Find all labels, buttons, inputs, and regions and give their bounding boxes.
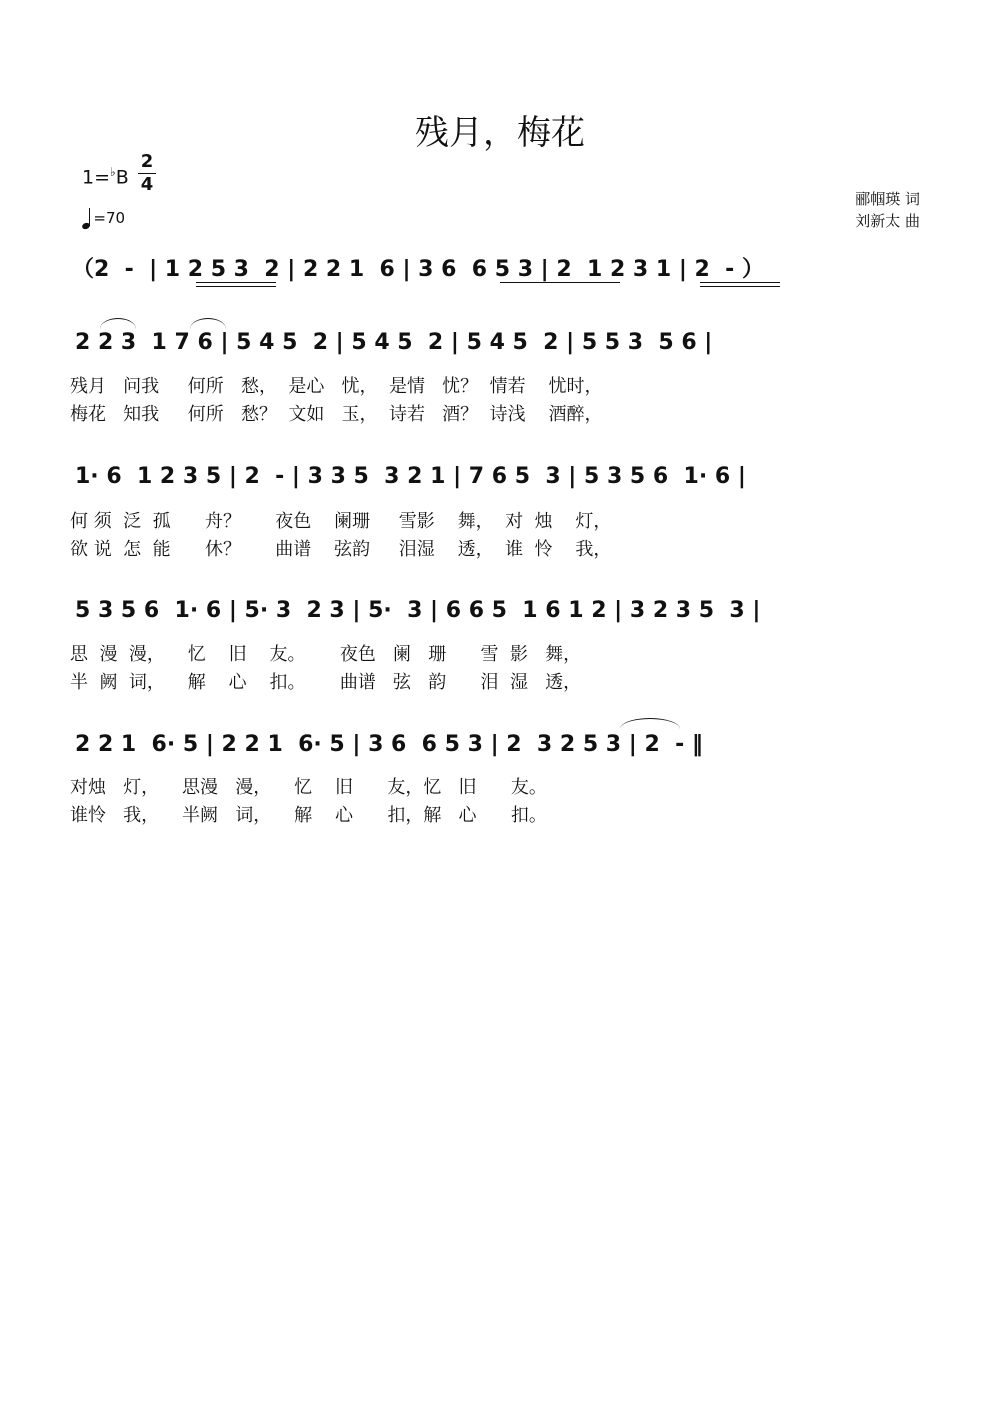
time-signature-top: 2 [140, 151, 154, 172]
lyrics-line-3-verse-1: 思 漫 漫， 忆 旧 友。 夜色 阑 珊 雪 影 舞， [70, 644, 582, 665]
lyrics-line-1-verse-2: 梅花 知我 何所 愁？ 文如 玉， 诗若 酒？ 诗浅 酒醉， [70, 404, 603, 425]
notes-line-3: 5 3 5 6 1· 6 | 5· 3 2 3 | 5· 3 | 6 6 5 1 6 1 2 | 3 2 3 5 3 | [75, 598, 761, 623]
key-signature [82, 165, 129, 188]
lyricist-credit: 郦帼瑛 词 [855, 190, 920, 208]
beam-line [196, 286, 276, 287]
beam-line [196, 282, 276, 283]
slur-mark [620, 718, 680, 729]
tempo-value: =70 [93, 209, 126, 227]
beam-line [700, 286, 780, 287]
beam-line [500, 282, 620, 283]
slur-mark [100, 318, 136, 329]
lyrics-line-3-verse-2: 半 阙 词， 解 心 扣。 曲谱 弦 韵 泪 湿 透， [70, 672, 582, 693]
time-signature [138, 152, 156, 195]
composer-credit: 刘新太 曲 [855, 212, 920, 230]
quarter-note-stem [89, 208, 90, 226]
notes-line-2: 1· 6 1 2 3 5 | 2 - | 3 3 5 3 2 1 | 7 6 5 3 | 5 3 5 6 1· 6 | [75, 464, 746, 489]
notes-line-4: 2 2 1 6· 5 | 2 2 1 6· 5 | 3 6 6 5 3 | 2 3 2 5 3 | 2 - ‖ [75, 732, 703, 757]
slur-mark [190, 318, 226, 329]
lyrics-line-1-verse-1: 残月 问我 何所 愁， 是心 忧， 是情 忧？ 情若 忧时， [70, 376, 603, 397]
notes-line-0: （2 - | 1 2 5 3 2 | 2 2 1 6 | 3 6 6 5 3 | 2 1 2 3 1 | 2 - ） [72, 257, 764, 282]
song-title: 残月，梅花 [415, 113, 585, 153]
flat-icon: ♭ [110, 165, 116, 179]
beam-line [700, 282, 780, 283]
key-note: B [115, 166, 129, 189]
lyrics-line-2-verse-1: 何 须 泛 孤 舟？ 夜色 阑珊 雪影 舞， 对 烛 灯， [70, 511, 612, 532]
lyrics-line-2-verse-2: 欲 说 怎 能 休？ 曲谱 弦韵 泪湿 透， 谁 怜 我， [70, 539, 612, 560]
key-prefix: 1= [82, 166, 111, 189]
time-signature-bottom: 4 [140, 174, 154, 195]
tempo-marking [82, 205, 125, 227]
lyrics-line-4-verse-2: 谁怜 我， 半阙 词， 解 心 扣，解 心 扣。 [70, 805, 547, 826]
lyrics-line-4-verse-1: 对烛 灯， 思漫 漫， 忆 旧 友，忆 旧 友。 [70, 777, 547, 798]
notes-line-1: 2 2 3 1 7 6 | 5 4 5 2 | 5 4 5 2 | 5 4 5 2 | 5 5 3 5 6 | [75, 330, 713, 355]
